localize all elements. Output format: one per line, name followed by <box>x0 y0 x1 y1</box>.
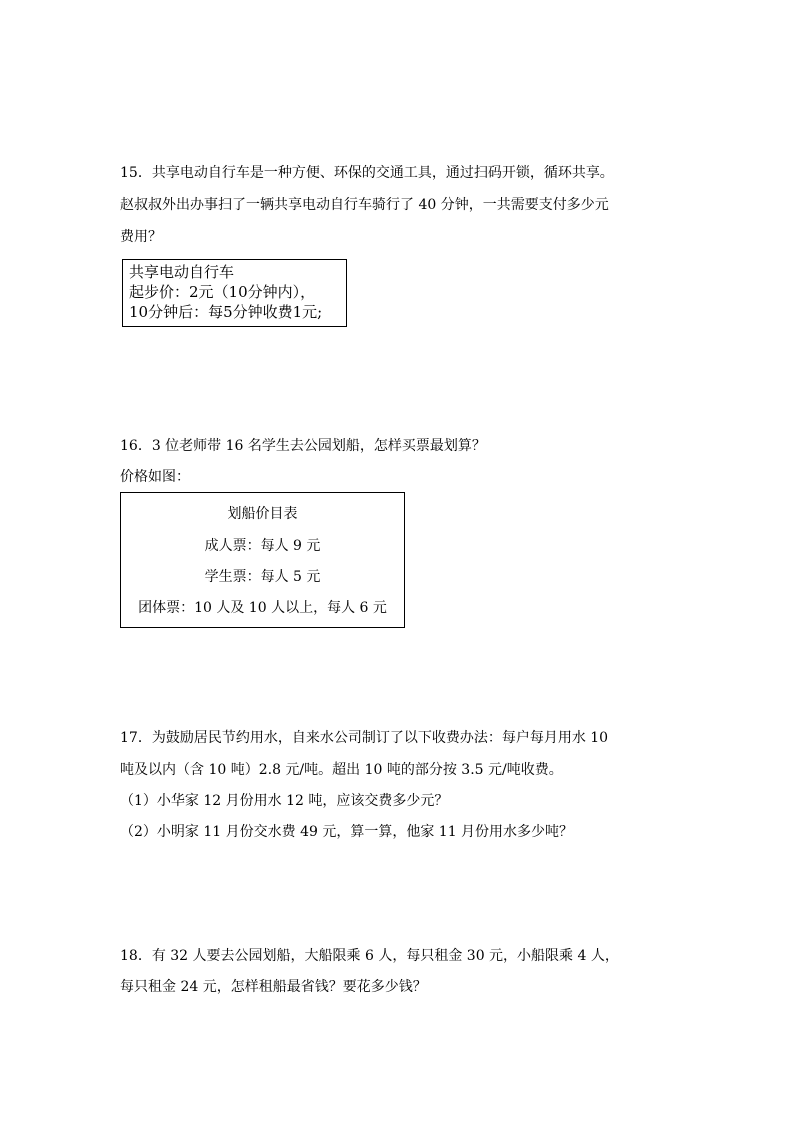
q16-price-table <box>120 492 405 628</box>
q17-text-line-2: 吨及以内（含 10 吨）2.8 元/吨。超出 10 吨的部分按 3.5 元/吨收费。 <box>120 762 563 778</box>
q15-box-title: 共享电动自行车 <box>129 263 235 281</box>
q17-sub-question-2: （2）小明家 11 月份交水费 49 元，算一算，他家 11 月份用水多少吨？ <box>120 824 574 840</box>
q18-text-line-2: 每只租金 24 元，怎样租船最省钱？要花多少钱？ <box>120 979 427 995</box>
q15-text-line-2: 赵叔叔外出办事扫了一辆共享电动自行车骑行了 40 分钟，一共需要支付多少元 <box>120 197 609 213</box>
q15-text-line-3: 费用？ <box>120 229 162 245</box>
q18-text-line-1: 18．有 32 人要去公园划船，大船限乘 6 人，每只租金 30 元，小船限乘 4 人， <box>120 948 619 964</box>
q16-text-line-2: 价格如图： <box>120 469 190 485</box>
q16-table-title: 划船价目表 <box>227 506 298 522</box>
q15-text-line-1: 15．共享电动自行车是一种方便、环保的交通工具，通过扫码开锁，循环共享。 <box>120 165 614 181</box>
q15-box-after-price: 10分钟后：每5分钟收费1元; <box>129 303 323 321</box>
q17-sub-question-1: （1）小华家 12 月份用水 12 吨，应该交费多少元？ <box>120 793 449 809</box>
q17-text-line-1: 17．为鼓励居民节约用水，自来水公司制订了以下收费办法：每户每月用水 10 <box>120 730 609 746</box>
q16-adult-price: 成人票：每人 9 元 <box>204 538 321 554</box>
q16-text-line-1: 16．3 位老师带 16 名学生去公园划船，怎样买票最划算？ <box>120 438 486 454</box>
q15-box-start-price: 起步价：2元（10分钟内）， <box>129 283 316 301</box>
q15-price-box <box>122 259 347 327</box>
q16-student-price: 学生票：每人 5 元 <box>204 569 321 585</box>
q16-group-price: 团体票：10 人及 10 人以上，每人 6 元 <box>138 600 387 616</box>
